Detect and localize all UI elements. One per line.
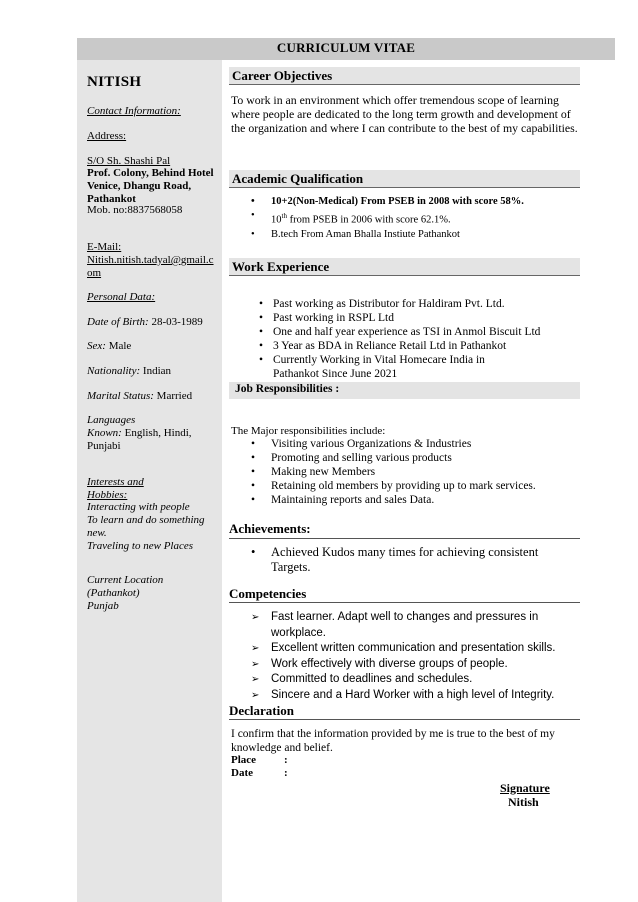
marital-label: Marital Status: (87, 390, 154, 402)
job-item: • Maintaining reports and sales Data. (231, 493, 579, 507)
declaration-rule (229, 719, 580, 720)
dob-row (87, 316, 219, 329)
place-label: Place (231, 754, 257, 766)
competencies-heading: Competencies (229, 586, 307, 601)
declaration-text: I confirm that the information provided by me is true to the best of my knowledge and belief. (231, 728, 555, 754)
interest-2: To learn and do something new. (87, 514, 205, 539)
job-intro: The Major responsibilities include: (231, 425, 386, 437)
nationality-row (87, 365, 219, 378)
location-label: Current Location (87, 574, 164, 586)
marital-row (87, 390, 219, 403)
achievements-heading: Achievements: (229, 521, 311, 536)
academic-item-1: • 10+2(Non-Medical) From PSEB in 2008 with score 58%. (231, 195, 579, 209)
page-title: CURRICULUM VITAE (276, 40, 416, 55)
work-experience-heading: Work Experience (232, 259, 330, 274)
signature-label: Signature (500, 781, 550, 795)
competency-item: ➢ Fast learner. Adapt well to changes and pressures in workplace. (231, 610, 551, 641)
work-list (231, 297, 561, 381)
academic-list (231, 195, 579, 242)
dob-label: Date of Birth: (87, 316, 149, 328)
date-colon: : (284, 767, 288, 779)
job-responsibilities-section (229, 382, 580, 399)
career-objectives-heading: Career Objectives (232, 68, 333, 83)
achievements-list (231, 545, 561, 575)
location-city: (Pathankot) (87, 587, 140, 599)
email-link[interactable]: Nitish.nitish.tadyal@gmail.com (87, 254, 214, 279)
candidate-name: NITISH (87, 74, 142, 90)
job-item: • Visiting various Organizations & Industries (231, 437, 579, 451)
work-item: • Currently Working in Vital Homecare India in Pathankot Since June 2021 (231, 353, 493, 381)
work-item: • One and half year experience as TSI in Anmol Biscuit Ltd (231, 325, 561, 339)
marital-value: Married (153, 390, 193, 402)
competency-item: ➢ Excellent written communication and presentation skills. (231, 641, 571, 657)
personal-data-heading: Personal Data: (87, 291, 156, 303)
job-list (231, 437, 579, 507)
dob-value: 28-03-1989 (148, 316, 203, 328)
job-item: • Retaining old members by providing up to mark services. (231, 479, 579, 493)
interest-1: Interacting with people (87, 501, 190, 513)
sex-label: Sex: (87, 340, 106, 352)
contact-heading: Contact Information: (87, 105, 181, 117)
languages-label: Languages (87, 414, 136, 426)
interests-heading: Interests and Hobbies: (87, 476, 144, 501)
email-label: E-Mail: (87, 241, 122, 253)
languages-value: English, Hindi, Punjabi (87, 427, 192, 452)
date-label: Date (231, 767, 253, 779)
career-objective-text: To work in an environment which offer tremendous scope of learning where people are dedicated to the long term growth and development of the organization and where I can contribute to the best of my capabilities. (231, 93, 578, 135)
sex-row (87, 340, 219, 353)
competency-item: ➢ Work effectively with diverse groups of people. (231, 657, 571, 673)
signature-name: Nitish (508, 795, 539, 809)
interest-3: Traveling to new Places (87, 540, 194, 552)
achievements-rule (229, 538, 580, 539)
job-item: • Making new Members (231, 465, 579, 479)
job-responsibilities-heading: Job Responsibilities : (235, 383, 340, 395)
competencies-list (231, 610, 571, 704)
location-state: Punjab (87, 600, 119, 612)
mobile-number: Mob. no:8837568058 (87, 204, 183, 216)
career-objectives-section (229, 67, 580, 85)
job-item: • Promoting and selling various products (231, 451, 579, 465)
languages-row (87, 427, 219, 453)
address-label: Address: (87, 130, 127, 142)
competencies-rule (229, 602, 580, 603)
work-item: • 3 Year as BDA in Reliance Retail Ltd in Pathankot (231, 339, 561, 353)
sex-value: Male (105, 340, 132, 352)
competency-item: ➢ Sincere and a Hard Worker with a high level of Integrity. (231, 688, 571, 704)
academic-item-2: • 10th from PSEB in 2006 with score 62.1%. (231, 209, 579, 228)
title-bar (77, 38, 615, 60)
academic-heading: Academic Qualification (232, 171, 364, 186)
nationality-label: Nationality: (87, 365, 141, 377)
academic-item-3: • B.tech From Aman Bhalla Instiute Pathankot (231, 228, 579, 242)
work-item: • Past working in RSPL Ltd (231, 311, 561, 325)
competency-item: ➢ Committed to deadlines and schedules. (231, 672, 571, 688)
work-item: • Past working as Distributor for Haldiram Pvt. Ltd. (231, 297, 561, 311)
nationality-value: Indian (140, 365, 172, 377)
address-detail: Prof. Colony, Behind Hotel Venice, Dhangu Road, Pathankot (87, 167, 214, 205)
place-colon: : (284, 754, 288, 766)
address-line1: S/O Sh. Shashi Pal (87, 155, 171, 167)
work-experience-section (229, 258, 580, 276)
academic-section (229, 170, 580, 188)
achievement-item: • Achieved Kudos many times for achieving consistent Targets. (231, 545, 551, 575)
known-label: Known: (87, 427, 122, 439)
declaration-heading: Declaration (229, 703, 294, 718)
